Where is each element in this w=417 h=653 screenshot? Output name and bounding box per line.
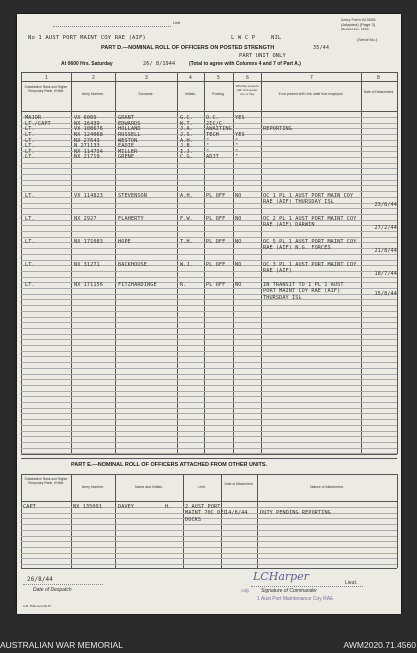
part-e-header-bottom bbox=[21, 501, 397, 502]
part-e-col-line bbox=[183, 474, 184, 568]
cell-rank: LT. bbox=[25, 193, 35, 199]
e-unit: 2 AUST PORT MAINT 70C DEC DOCKS bbox=[185, 504, 227, 523]
cell-posting: TECH bbox=[206, 132, 219, 138]
ruled-line bbox=[21, 334, 397, 335]
cell-posting: " bbox=[206, 138, 210, 144]
form-id: Army Form W.3008 bbox=[341, 17, 376, 22]
ruled-line bbox=[21, 168, 397, 169]
ruled-line bbox=[21, 322, 397, 323]
cell-surname: RUSSELL bbox=[118, 132, 141, 138]
ruled-line bbox=[21, 391, 397, 392]
ruled-line bbox=[21, 419, 397, 420]
cell-rank: LT. bbox=[25, 282, 35, 288]
part-unit-only: PART UNIT ONLY bbox=[239, 53, 286, 59]
ruled-line bbox=[21, 163, 397, 164]
cell-initials: T.H. bbox=[180, 239, 193, 245]
col-header-rank: Substantive Rank and Higher Temporary Rank, if Held. bbox=[24, 85, 68, 93]
cell-rank: LT. bbox=[25, 149, 35, 155]
part-e-top-border bbox=[21, 458, 397, 459]
col-number: 7 bbox=[310, 75, 313, 81]
cell-posting: PL OFF bbox=[206, 193, 226, 199]
cell-employed: OC 5 PL 1 AUST PORT MAINT COY RAE (AIF) N.G. FORCES bbox=[263, 239, 357, 252]
part-d-col-line bbox=[397, 72, 398, 454]
ruled-line bbox=[21, 328, 397, 329]
ruled-line bbox=[21, 362, 397, 363]
ruled-line bbox=[21, 185, 397, 186]
cell-present: NO bbox=[235, 282, 242, 288]
part-d-header-border bbox=[21, 111, 397, 112]
ruled-line bbox=[21, 547, 397, 548]
part-d-serial: 35/44 bbox=[313, 45, 330, 51]
despatch-line bbox=[23, 584, 103, 585]
cell-initials: C.G. bbox=[180, 154, 193, 160]
col-header-posting: Posting. bbox=[212, 92, 225, 96]
form-adapted: (Adapted) (Page 3) bbox=[341, 22, 376, 27]
cell-surname: EADIE bbox=[118, 143, 135, 149]
ruled-line bbox=[21, 536, 397, 537]
part-e-col-line bbox=[397, 474, 398, 568]
cell-number: NX 27643 bbox=[74, 138, 100, 144]
cell-initials: A.H. bbox=[180, 138, 193, 144]
cell-number: NX 31271 bbox=[74, 262, 100, 268]
ruled-line bbox=[21, 208, 397, 209]
col-header-employed: If not present with Unit, state how employed. bbox=[278, 92, 344, 96]
cell-present: NO bbox=[235, 216, 242, 222]
ruled-line bbox=[21, 277, 397, 278]
cell-surname: MILLER bbox=[118, 149, 138, 155]
cell-number: NX 171083 bbox=[74, 239, 104, 245]
ruled-line bbox=[21, 442, 397, 443]
part-e-bottom-border bbox=[21, 568, 397, 569]
e-nature: DUTY PENDING REPORTING bbox=[260, 510, 331, 516]
cell-posting: " bbox=[206, 143, 210, 149]
cell-employed: OC 3 PL 1 AUST PORT MAINT COY RAE (AIF) bbox=[263, 262, 357, 275]
printer-code: A.B. 750s Aust 30-57 bbox=[23, 604, 52, 608]
col-number: 5 bbox=[217, 75, 220, 81]
cell-initials: G.C. bbox=[180, 115, 193, 121]
cell-posting: AWAITING bbox=[206, 126, 232, 132]
cell-number: N 271133 bbox=[74, 143, 100, 149]
cell-rank: LT. bbox=[25, 126, 35, 132]
part-e-col-line bbox=[115, 474, 116, 568]
ruled-line bbox=[21, 214, 397, 215]
ruled-line bbox=[21, 311, 397, 312]
signature-line bbox=[251, 586, 363, 587]
cell-present: " bbox=[235, 143, 239, 149]
cell-number: NX 124068 bbox=[74, 132, 104, 138]
cell-surname: EDWARDS bbox=[118, 121, 141, 127]
ruled-line bbox=[21, 431, 397, 432]
ruled-line bbox=[21, 351, 397, 352]
cell-surname: STEVENSON bbox=[118, 193, 148, 199]
cell-employed: OC 2 PL 1 AUST PORT MAINT COY RAE (AIF) DARWIN bbox=[263, 216, 357, 229]
ruled-line bbox=[21, 396, 397, 397]
ruled-line bbox=[21, 564, 397, 565]
cell-initials: J.A. bbox=[180, 126, 193, 132]
cell-surname: HOPE bbox=[118, 239, 131, 245]
cell-rank: LT. bbox=[25, 239, 35, 245]
e-number: NX 135091 bbox=[73, 504, 103, 510]
e-header-nature: Nature of Attachment. bbox=[310, 485, 344, 489]
cell-surname: BACKHOUSE bbox=[118, 262, 148, 268]
e-name: DAVEY bbox=[118, 504, 135, 510]
cell-present: YES bbox=[235, 132, 245, 138]
cell-initials: A.H. bbox=[180, 193, 193, 199]
e-header-rank: Substantive Rank and Higher Temporary Rank, if Held. bbox=[24, 477, 68, 485]
ruled-line bbox=[21, 174, 397, 175]
cell-present: " bbox=[235, 149, 239, 155]
cell-present: " bbox=[235, 154, 239, 160]
ruled-line bbox=[21, 180, 397, 181]
despatch-label: Date of Despatch bbox=[33, 587, 72, 593]
cell-rank: LT. bbox=[25, 262, 35, 268]
col-number: 2 bbox=[92, 75, 95, 81]
col-header-date: Date of Detachment. bbox=[363, 90, 395, 94]
time-date: 26/ 8/1944 bbox=[143, 61, 176, 67]
stamp-prefix: Adjt bbox=[241, 588, 249, 593]
ruled-line bbox=[21, 425, 397, 426]
cell-employed: IN TRANSIT TO 1 PL 1 AUST PORT MAINT COY RAE (AIF) THURSDAY ISL bbox=[263, 282, 344, 301]
cell-present: YES bbox=[235, 115, 245, 121]
time-prefix: At 0600 Hrs. Saturday bbox=[61, 61, 113, 67]
cell-surname: FITZHARDINGE bbox=[118, 282, 157, 288]
signature-label: Signature of Commander bbox=[261, 588, 317, 594]
cell-posting: ADJT bbox=[206, 154, 219, 160]
col-header-surname: Surname. bbox=[138, 92, 154, 96]
e-initials: H. bbox=[165, 504, 172, 510]
unit-dotted-line bbox=[53, 26, 171, 27]
ruled-line bbox=[21, 339, 397, 340]
part-e-col-line bbox=[257, 474, 258, 568]
cell-date: 18/7/44 bbox=[374, 271, 397, 277]
col-number: 8 bbox=[377, 75, 380, 81]
col-header-initials: Initials. bbox=[185, 92, 196, 96]
e-header-number: Army Number. bbox=[81, 485, 105, 489]
e-rank: CAPT bbox=[23, 504, 36, 510]
ruled-line bbox=[21, 436, 397, 437]
cell-number: NX 16439 bbox=[74, 121, 100, 127]
cell-initials: R. bbox=[180, 282, 187, 288]
cell-rank: LT. bbox=[25, 138, 35, 144]
ruled-line bbox=[21, 558, 397, 559]
cell-surname: GRANT bbox=[118, 115, 135, 121]
cell-present: " bbox=[235, 138, 239, 144]
part-d-top-border bbox=[21, 72, 397, 73]
unit-stamp: 1 Aust Port Maintenance Coy RAE bbox=[257, 596, 334, 602]
cell-date: 15/8/44 bbox=[374, 291, 397, 297]
cell-present: NO bbox=[235, 262, 242, 268]
cell-present: NO bbox=[235, 193, 242, 199]
e-date: 14/8/44 bbox=[225, 510, 248, 516]
cell-initials: F.W. bbox=[180, 216, 193, 222]
cell-number: NX 171156 bbox=[74, 282, 104, 288]
ruled-line bbox=[21, 453, 397, 454]
ruled-line bbox=[21, 402, 397, 403]
e-header-unit: Unit. bbox=[198, 485, 206, 489]
cell-initials: W.T. bbox=[180, 121, 193, 127]
cell-rank: LT./CAPT bbox=[25, 121, 51, 127]
time-suffix: (Total to agree with Columns 4 and 7 of Part A.) bbox=[189, 61, 301, 67]
cell-rank: LT. bbox=[25, 132, 35, 138]
col-number: 3 bbox=[145, 75, 148, 81]
cell-surname: GRENE bbox=[118, 154, 135, 160]
col-number: 6 bbox=[246, 75, 249, 81]
ruled-line bbox=[21, 413, 397, 414]
cell-rank: LT. bbox=[25, 154, 35, 160]
cell-rank: LT. bbox=[25, 216, 35, 222]
cell-employed: OC 1 PL 1 AUST PORT MAIN COY RAE (AIF) THURSDAY ISL bbox=[263, 193, 354, 206]
cell-initials: I.J. bbox=[180, 149, 193, 155]
cell-rank: MAJOR bbox=[25, 115, 42, 121]
cell-number: NX 114734 bbox=[74, 149, 104, 155]
cell-number: NX 2927 bbox=[74, 216, 97, 222]
ruled-line bbox=[21, 374, 397, 375]
ruled-line bbox=[21, 448, 397, 449]
cell-posting: PL OFF bbox=[206, 262, 226, 268]
ruled-line bbox=[21, 530, 397, 531]
cell-number: VX 108676 bbox=[74, 126, 104, 132]
ruled-line bbox=[21, 385, 397, 386]
col-number: 1 bbox=[45, 75, 48, 81]
document-page bbox=[17, 14, 401, 614]
unit-name: No 1 AUST PORT MAINT COY RAE (AIF) bbox=[28, 35, 146, 41]
cell-date: 21/8/44 bbox=[374, 248, 397, 254]
cell-surname: FLAHERTY bbox=[118, 216, 144, 222]
unit-label: Unit bbox=[173, 20, 181, 25]
cell-present: NO bbox=[235, 239, 242, 245]
cell-posting: PL OFF bbox=[206, 216, 226, 222]
part-e-header-top bbox=[21, 474, 397, 475]
archive-accession: AWM2020.71.4560 bbox=[343, 640, 416, 650]
ruled-line bbox=[21, 553, 397, 554]
part-d-title: PART D.—NOMINAL ROLL OF OFFICERS ON POSTED STRENGTH bbox=[101, 45, 275, 51]
cell-initials: J.B. bbox=[180, 143, 193, 149]
part-d-number-border bbox=[21, 81, 397, 82]
cell-number: VX 6009 bbox=[74, 115, 97, 121]
ruled-line bbox=[21, 541, 397, 542]
cell-date: 23/8/44 bbox=[374, 202, 397, 208]
cell-posting: " bbox=[206, 149, 210, 155]
signature-rank: Lieut. bbox=[345, 580, 358, 586]
unit-code: L W C P bbox=[231, 35, 256, 41]
cell-surname: HOLLAND bbox=[118, 126, 141, 132]
ruled-line bbox=[21, 231, 397, 232]
cell-initials: W.J. bbox=[180, 262, 193, 268]
ruled-line bbox=[21, 368, 397, 369]
e-header-date: Date of Attachment. bbox=[224, 482, 254, 486]
serial-label: (Serial No.) bbox=[357, 37, 378, 42]
ruled-line bbox=[21, 260, 397, 261]
unit-suffix: NIL bbox=[271, 35, 282, 41]
ruled-line bbox=[21, 356, 397, 357]
cell-rank: LT. bbox=[25, 143, 35, 149]
e-header-name: Name and Initials. bbox=[134, 485, 163, 489]
commander-signature: LCHarper bbox=[253, 570, 309, 583]
archive-institution: AUSTRALIAN WAR MEMORIAL bbox=[0, 640, 123, 650]
part-e-col-line bbox=[21, 474, 22, 568]
ruled-line bbox=[21, 305, 397, 306]
cell-posting: PL OFF bbox=[206, 282, 226, 288]
cell-posting: PL OFF bbox=[206, 239, 226, 245]
cell-number: VX 114823 bbox=[74, 193, 104, 199]
part-e-title: PART E.—NOMINAL ROLL OF OFFICERS ATTACHED FROM OTHER UNITS. bbox=[71, 462, 268, 468]
ruled-line bbox=[21, 408, 397, 409]
col-number: 4 bbox=[189, 75, 192, 81]
ruled-line bbox=[21, 379, 397, 380]
ruled-line bbox=[21, 254, 397, 255]
ruled-line bbox=[21, 524, 397, 525]
ruled-line bbox=[21, 345, 397, 346]
ruled-line bbox=[21, 237, 397, 238]
col-header-number: Army Number. bbox=[81, 92, 105, 96]
cell-posting: O.C. bbox=[206, 115, 219, 121]
cell-date: 27/2/44 bbox=[374, 225, 397, 231]
col-header-present: Whether present with Unit (enter Yes or No) bbox=[235, 84, 259, 96]
cell-posting: 2IC/C bbox=[206, 121, 223, 127]
cell-number: NX 21719 bbox=[74, 154, 100, 160]
cell-initials: J.S. bbox=[180, 132, 193, 138]
cell-employed: REPORTING bbox=[263, 126, 293, 132]
cell-surname: WESTON bbox=[118, 138, 138, 144]
form-revised: (Revised Jan., 1943) bbox=[341, 27, 369, 31]
despatch-date: 26/8/44 bbox=[27, 576, 53, 583]
ruled-line bbox=[21, 317, 397, 318]
part-e-col-line bbox=[71, 474, 72, 568]
ruled-line bbox=[21, 191, 397, 192]
